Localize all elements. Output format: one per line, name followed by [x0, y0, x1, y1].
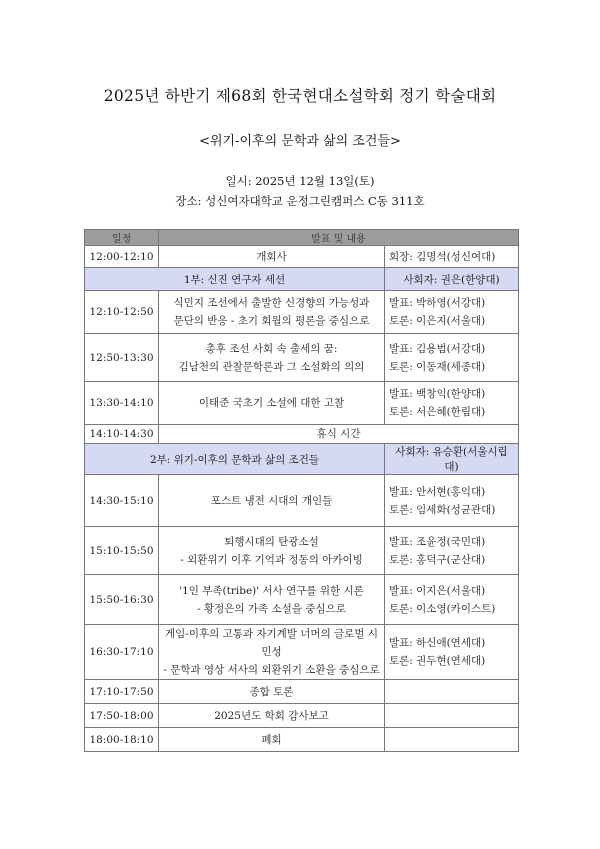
talk-title [159, 291, 385, 334]
talk-title [159, 334, 385, 382]
talk-title-line: 문단의 반응 - 초기 회월의 평론을 중심으로 [173, 315, 370, 327]
talk-title-line: 포스트 냉전 시대의 개인들 [210, 494, 333, 507]
closing-empty-cell [385, 728, 519, 752]
talk-title-line: - 문학과 영상 서사의 외환위기 소환을 중심으로 [163, 664, 380, 676]
opening-time: 12:00-12:10 [85, 246, 159, 268]
closing-row [85, 680, 519, 704]
closing-time: 17:10-17:50 [85, 680, 159, 704]
talk-presenters [385, 575, 519, 625]
talk-row [85, 291, 519, 334]
talk-presenters [385, 334, 519, 382]
presenter-line: 발표: 조윤정(국민대) [389, 535, 486, 548]
presenter-line: 토론: 이소영(카이스트) [389, 602, 496, 615]
talk-title-line: 게임-이후의 고통과 자기계발 너머의 글로벌 시민성 [165, 628, 378, 658]
talk-time: 15:10-15:50 [85, 527, 159, 575]
talk-title [159, 382, 385, 425]
section-1-chair: 사회자: 권은(한양대) [385, 268, 519, 291]
closing-row [85, 728, 519, 752]
talk-title-line: - 외환위기 이후 기억과 정동의 아카이빙 [180, 553, 363, 566]
talk-time: 16:30-17:10 [85, 625, 159, 680]
table-header-row [85, 230, 519, 246]
presenter-line: 토론: 서은혜(한림대) [389, 406, 486, 418]
talk-presenters [385, 625, 519, 680]
talk-row [85, 575, 519, 625]
section-1-row [85, 268, 519, 291]
session-2-rows [85, 475, 519, 680]
talk-presenters [385, 291, 519, 334]
session-1-rows [85, 291, 519, 425]
talk-time: 12:50-13:30 [85, 334, 159, 382]
break-content: 휴식 시간 [159, 425, 519, 444]
talk-title [159, 625, 385, 680]
break-time: 14:10-14:30 [85, 425, 159, 444]
talk-title-line: 김남천의 관찰문학론과 그 소설화의 의의 [178, 360, 365, 373]
talk-row [85, 527, 519, 575]
talk-title-line: 퇴행시대의 탄광소설 [224, 535, 319, 548]
presenter-line: 발표: 안서현(홍익대) [389, 485, 486, 498]
talk-title-line: 이태준 국초기 소설에 대한 고찰 [198, 397, 345, 409]
break-row [85, 425, 519, 444]
talk-title [159, 575, 385, 625]
column-header-time: 일정 [85, 230, 159, 246]
presenter-line: 발표: 박하영(서강대) [389, 297, 486, 309]
opening-presenter: 회장: 김명석(성신여대) [385, 246, 519, 268]
talk-presenters [385, 475, 519, 527]
conference-theme: <위기-이후의 문학과 삶의 조건들> [199, 134, 401, 149]
presenter-line: 발표: 백창익(한양대) [389, 388, 486, 400]
schedule-table [84, 229, 519, 752]
event-venue: 장소: 성신여자대학교 운정그린캠퍼스 C동 311호 [175, 194, 425, 208]
presenter-line: 발표: 김용범(서강대) [389, 342, 486, 355]
closing-time: 17:50-18:00 [85, 704, 159, 728]
presenter-line: 토론: 임세화(성균관대) [389, 503, 496, 516]
opening-row [85, 246, 519, 268]
talk-row [85, 625, 519, 680]
talk-presenters [385, 382, 519, 425]
column-header-content: 발표 및 내용 [159, 230, 519, 246]
talk-row [85, 382, 519, 425]
talk-title-line: 식민지 조선에서 출발한 신경향의 가능성과 [173, 297, 370, 309]
talk-row [85, 334, 519, 382]
talk-time: 12:10-12:50 [85, 291, 159, 334]
talk-title-line: - 황정은의 가족 소설을 중심으로 [197, 602, 346, 615]
talk-title-line: 총후 조선 사회 속 출세의 꿈: [205, 342, 338, 355]
presenter-line: 토론: 홍덕구(군산대) [389, 553, 486, 566]
closing-content: 폐회 [159, 728, 385, 752]
talk-title-line: '1인 부족(tribe)' 서사 연구를 위한 시론 [179, 584, 364, 597]
closing-empty-cell [385, 680, 519, 704]
talk-time: 14:30-15:10 [85, 475, 159, 527]
talk-row [85, 475, 519, 527]
opening-content: 개회사 [159, 246, 385, 268]
presenter-line: 토론: 이은지(서울대) [389, 315, 486, 327]
closing-time: 18:00-18:10 [85, 728, 159, 752]
presenter-line: 발표: 이지은(서울대) [389, 584, 486, 597]
closing-content: 종합 토론 [159, 680, 385, 704]
talk-title [159, 475, 385, 527]
closing-row [85, 704, 519, 728]
talk-time: 15:50-16:30 [85, 575, 159, 625]
talk-presenters [385, 527, 519, 575]
presenter-line: 발표: 하신애(연세대) [389, 637, 486, 649]
event-date: 일시: 2025년 12월 13일(토) [225, 174, 375, 188]
closing-empty-cell [385, 704, 519, 728]
talk-time: 13:30-14:10 [85, 382, 159, 425]
section-2-title: 2부: 위기-이후의 문학과 삶의 조건들 [85, 444, 385, 475]
presenter-line: 토론: 이동재(세종대) [389, 360, 486, 373]
section-2-row [85, 444, 519, 475]
presenter-line: 토론: 권두현(연세대) [389, 655, 486, 667]
page-title: 2025년 하반기 제68회 한국현대소설학회 정기 학술대회 [103, 87, 497, 105]
talk-title [159, 527, 385, 575]
section-1-title: 1부: 신진 연구자 세션 [85, 268, 385, 291]
closing-content: 2025년도 학회 감사보고 [159, 704, 385, 728]
section-2-chair: 사회자: 유승환(서울시립대) [385, 444, 519, 475]
closing-rows [85, 680, 519, 752]
